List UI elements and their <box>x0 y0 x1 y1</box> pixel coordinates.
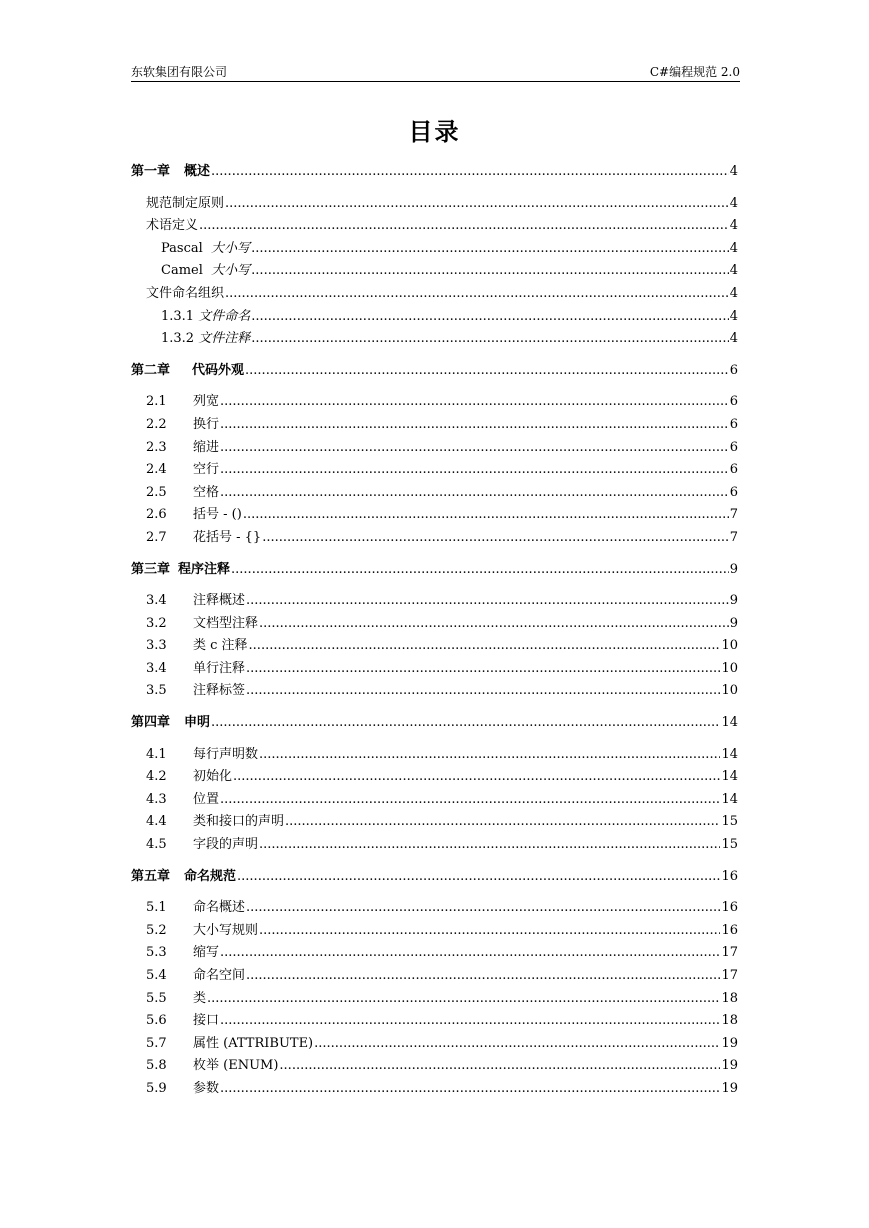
toc-entry[interactable] <box>131 612 738 635</box>
company-name: 东软集团有限公司 <box>131 65 228 79</box>
toc-entry[interactable] <box>131 810 738 833</box>
page-number: 14 <box>721 746 738 762</box>
entry-number: 2.2 <box>146 416 167 432</box>
page-number: 4 <box>729 263 738 279</box>
leader-dots <box>259 616 729 631</box>
entry-title: 空行 <box>193 462 220 478</box>
toc-entry[interactable] <box>131 987 738 1010</box>
page-number: 19 <box>721 1080 738 1096</box>
page-number: 6 <box>729 394 738 410</box>
page-number: 9 <box>729 615 738 631</box>
entry-number: 4.4 <box>146 814 167 830</box>
entry-title: 参数 <box>193 1080 220 1096</box>
entry-number: 2.5 <box>146 484 167 500</box>
toc-entry[interactable] <box>131 503 738 526</box>
toc-entry[interactable] <box>131 1054 738 1077</box>
page-number: 4 <box>729 331 738 347</box>
page-number: 9 <box>729 593 738 609</box>
chapter-number: 第四章 <box>131 715 171 731</box>
leader-dots <box>207 991 720 1006</box>
page-number: 4 <box>729 164 738 179</box>
toc-entry[interactable] <box>131 458 738 481</box>
toc-entry[interactable] <box>131 589 738 612</box>
toc-chapter-5[interactable] <box>131 865 738 888</box>
entry-title: 大小写 <box>211 240 251 256</box>
toc-entry[interactable] <box>131 413 738 436</box>
entry-number: 1.3.1 <box>161 308 195 324</box>
toc-title: 目录 <box>408 117 461 146</box>
entry-title: 注释标签 <box>193 683 246 699</box>
entry-number: 5.5 <box>146 990 167 1006</box>
entry-title: 文档型注释 <box>193 615 259 631</box>
page-number: 14 <box>721 715 738 731</box>
entry-title: 规范制定原则 <box>146 195 225 211</box>
toc-chapter-1[interactable] <box>131 160 738 183</box>
leader-dots <box>279 1058 720 1073</box>
entry-number: 4.3 <box>146 791 167 807</box>
toc-entry[interactable] <box>131 192 738 215</box>
toc-entry[interactable] <box>131 679 738 702</box>
page-number: 17 <box>721 968 738 983</box>
leader-dots <box>243 507 729 522</box>
leader-dots <box>262 530 729 545</box>
entry-title: 大小写 <box>211 263 251 279</box>
entry-number: 5.3 <box>146 945 167 961</box>
page-number: 6 <box>729 362 738 378</box>
table-of-contents <box>131 160 738 1100</box>
leader-dots <box>246 683 720 698</box>
page-number: 6 <box>729 439 738 455</box>
entry-title: 命名空间 <box>193 968 246 983</box>
page-number: 6 <box>729 484 738 500</box>
page-number: 18 <box>721 990 738 1006</box>
page-number: 15 <box>721 837 738 853</box>
leader-dots <box>220 1081 720 1096</box>
page-number: 4 <box>729 218 738 234</box>
chapter-number: 第二章 <box>131 362 171 378</box>
leader-dots <box>220 394 729 409</box>
leader-dots <box>314 1036 720 1051</box>
page-number: 4 <box>729 285 738 301</box>
toc-entry[interactable] <box>131 896 738 919</box>
entry-number: 2.1 <box>146 394 167 410</box>
leader-dots <box>285 814 720 829</box>
entry-title: 缩进 <box>193 439 220 455</box>
entry-number: 4.5 <box>146 837 167 853</box>
entry-number: 3.5 <box>146 683 167 699</box>
leader-dots <box>225 196 729 211</box>
leader-dots <box>245 363 729 378</box>
entry-title: 文件注释 <box>198 331 251 347</box>
entry-number: 5.1 <box>146 900 167 916</box>
entry-number: 5.2 <box>146 922 167 938</box>
entry-number: 5.6 <box>146 1013 167 1029</box>
toc-entry[interactable] <box>131 833 738 856</box>
entry-title: 枚举 (ENUM) <box>193 1058 279 1074</box>
toc-entry[interactable] <box>131 305 738 328</box>
entry-title: 术语定义 <box>146 218 199 234</box>
leader-dots <box>237 869 720 884</box>
page-number: 10 <box>721 638 738 654</box>
entry-number: 2.7 <box>146 529 167 545</box>
entry-number: 3.4 <box>146 660 167 676</box>
chapter-number: 第一章 <box>131 164 171 179</box>
leader-dots <box>246 593 729 608</box>
entry-number: 1.3.2 <box>161 331 195 347</box>
page-number: 16 <box>721 900 738 916</box>
page-number: 6 <box>729 416 738 432</box>
entry-title: 位置 <box>193 791 220 807</box>
leader-dots <box>251 263 729 278</box>
leader-dots <box>251 309 728 324</box>
toc-entry[interactable] <box>131 390 738 413</box>
entry-title: 属性 (ATTRIBUTE) <box>193 1035 314 1051</box>
toc-entry[interactable] <box>131 526 738 549</box>
leader-dots <box>211 164 729 179</box>
entry-number: 3.4 <box>146 593 167 609</box>
chapter-title: 概述 <box>184 164 211 179</box>
leader-dots <box>233 769 720 784</box>
entry-title: 文件命名组织 <box>146 285 225 301</box>
toc-entry[interactable] <box>131 964 738 987</box>
entry-number: 2.3 <box>146 439 167 455</box>
leader-dots <box>220 485 729 500</box>
entry-title: 单行注释 <box>193 660 246 676</box>
leader-dots <box>220 440 729 455</box>
entry-number: 5.4 <box>146 968 167 983</box>
entry-title: 注释概述 <box>193 593 246 609</box>
entry-title: 类 <box>193 990 207 1006</box>
page-number: 14 <box>721 791 738 807</box>
toc-entry[interactable] <box>131 788 738 811</box>
entry-number: 3.2 <box>146 615 167 631</box>
page-number: 4 <box>729 195 738 211</box>
page-number: 19 <box>721 1035 738 1051</box>
page-number: 18 <box>721 1013 738 1029</box>
leader-dots <box>220 1013 720 1028</box>
page-number: 10 <box>721 683 738 699</box>
toc-entry[interactable] <box>131 481 738 504</box>
leader-dots <box>211 715 720 730</box>
leader-dots <box>246 968 720 983</box>
toc-entry[interactable] <box>131 634 738 657</box>
entry-title: 空格 <box>193 484 220 500</box>
toc-entry[interactable] <box>131 941 738 964</box>
entry-number: 2.6 <box>146 507 167 523</box>
page-number: 7 <box>729 507 738 523</box>
leader-dots <box>259 923 720 938</box>
toc-entry[interactable] <box>131 657 738 680</box>
entry-term: Camel <box>161 263 203 279</box>
page-number: 9 <box>729 561 738 577</box>
page-number: 4 <box>729 308 738 324</box>
leader-dots <box>246 661 720 676</box>
entry-title: 花括号 - {} <box>193 529 262 545</box>
chapter-title: 程序注释 <box>178 561 231 577</box>
entry-term: Pascal <box>161 240 203 256</box>
chapter-title: 申明 <box>184 715 211 731</box>
entry-title: 命名概述 <box>193 900 246 916</box>
page-number: 14 <box>721 769 738 785</box>
page-number: 17 <box>721 945 738 961</box>
toc-chapter-2[interactable] <box>131 359 738 382</box>
toc-chapter-4[interactable] <box>131 711 738 734</box>
chapter-number: 第五章 <box>131 868 171 884</box>
leader-dots <box>251 331 728 346</box>
toc-entry[interactable] <box>131 1032 738 1055</box>
chapter-title: 代码外观 <box>192 362 245 378</box>
toc-entry[interactable] <box>131 1009 738 1032</box>
entry-title: 字段的声明 <box>193 837 259 853</box>
toc-entry[interactable] <box>131 765 738 788</box>
leader-dots <box>220 462 729 477</box>
chapter-title: 命名规范 <box>184 868 237 884</box>
entry-title: 类和接口的声明 <box>193 814 285 830</box>
entry-number: 2.4 <box>146 462 167 478</box>
page-number: 4 <box>729 240 738 256</box>
entry-number: 5.9 <box>146 1080 167 1096</box>
entry-title: 初始化 <box>193 769 233 785</box>
leader-dots <box>249 638 721 653</box>
toc-entry[interactable] <box>131 259 738 282</box>
page-number: 19 <box>721 1058 738 1074</box>
leader-dots <box>246 900 720 915</box>
toc-entry[interactable] <box>131 282 738 305</box>
page-number: 6 <box>729 462 738 478</box>
entry-number: 3.3 <box>146 638 167 654</box>
entry-number: 5.7 <box>146 1035 167 1051</box>
leader-dots <box>259 747 720 762</box>
entry-title: 接口 <box>193 1013 220 1029</box>
leader-dots <box>220 792 720 807</box>
leader-dots <box>220 417 729 432</box>
leader-dots <box>220 945 720 960</box>
leader-dots <box>199 218 729 233</box>
toc-entry[interactable] <box>131 327 738 350</box>
entry-number: 4.1 <box>146 746 167 762</box>
page-number: 7 <box>729 529 738 545</box>
toc-chapter-3[interactable] <box>131 558 738 581</box>
leader-dots <box>259 837 720 852</box>
leader-dots <box>251 241 729 256</box>
page-header <box>131 61 740 82</box>
entry-title: 列宽 <box>193 394 220 410</box>
toc-entry[interactable] <box>131 436 738 459</box>
page-number: 15 <box>721 814 738 830</box>
toc-entry[interactable] <box>131 1077 738 1100</box>
entry-number: 5.8 <box>146 1058 167 1074</box>
entry-title: 文件命名 <box>198 308 251 324</box>
leader-dots <box>225 286 729 301</box>
page-number: 10 <box>721 660 738 676</box>
entry-title: 类 c 注释 <box>193 638 248 654</box>
entry-title: 换行 <box>193 416 220 432</box>
page-number: 16 <box>721 868 738 884</box>
entry-title: 缩写 <box>193 945 220 961</box>
toc-entry[interactable] <box>131 919 738 942</box>
entry-title: 大小写规则 <box>193 922 259 938</box>
entry-title: 每行声明数 <box>193 746 259 762</box>
toc-entry[interactable] <box>131 743 738 766</box>
document-title: C#编程规范 2.0 <box>649 65 740 79</box>
leader-dots <box>231 562 729 577</box>
entry-title: 括号 - () <box>193 507 242 523</box>
chapter-number: 第三章 <box>131 561 171 577</box>
toc-entry[interactable] <box>131 214 738 237</box>
page-number: 16 <box>721 922 738 938</box>
toc-entry[interactable] <box>131 237 738 260</box>
entry-number: 4.2 <box>146 769 167 785</box>
